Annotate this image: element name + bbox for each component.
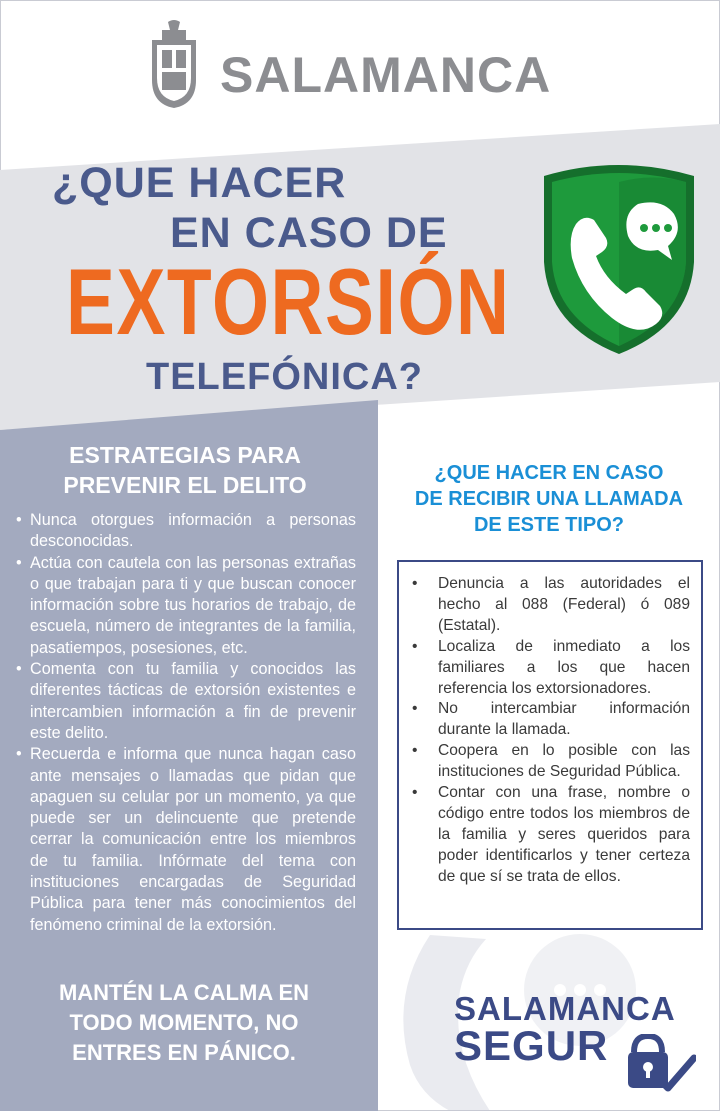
brand-title: SALAMANCA	[220, 47, 552, 103]
list-item: • Denuncia a las autoridades el hecho al 088 (Federal) ó 089 (Estatal).	[410, 574, 690, 637]
hero-line-2: EN CASO DE	[170, 209, 448, 257]
calm-line-1: MANTÉN LA CALMA EN	[58, 980, 310, 1005]
list-item: • Contar con una frase, nombre o código entre todos los miembros de la familia y seres queridos para poder identificarlos y tener certeza de que sí se trata de ellos.	[410, 783, 690, 888]
city-crest-icon	[148, 18, 200, 110]
right-column-title	[384, 460, 714, 538]
list-item: • Recuerda e informa que nunca hagan caso ante mensajes o llamadas que pidan que apaguen su celular por un momento, ya que puede ser un delincuente que pretende cerrar la comunicación entre los miembros de tu familia. Infórmate del tema con instituciones encargadas de Seguridad Pública para tener más conocimientos del fenómeno criminal de la extorsión.	[16, 744, 356, 936]
calm-message	[16, 978, 352, 1068]
right-title-line-2: DE RECIBIR UNA LLAMADA	[414, 488, 684, 510]
logo-line-2: SEGUR	[454, 1022, 609, 1069]
phone-shield-icon	[540, 162, 698, 354]
left-title-line-2: PREVENIR EL DELITO	[63, 472, 307, 498]
left-title-line-1: ESTRATEGIAS PARA	[69, 442, 301, 468]
list-item: • No intercambiar información durante la llamada.	[410, 699, 690, 741]
list-item: • Actúa con cautela con las personas extrañas o que trabajan para ti y que buscan conocer información sobre tus horarios de trabajo, de escuela, número de integrantes de la familia, pasatiempos, posesiones, etc.	[16, 553, 356, 659]
list-item: • Localiza de inmediato a los familiares a los que hacen referencia los extorsionadores.	[410, 637, 690, 700]
list-item: • Nunca otorgues información a personas desconocidas.	[16, 510, 356, 553]
prevention-list	[16, 510, 356, 936]
actions-list	[410, 574, 690, 888]
padlock-check-icon	[626, 1034, 696, 1094]
list-item: • Coopera en lo posible con las instituciones de Seguridad Pública.	[410, 741, 690, 783]
hero-main-word: EXTORSIÓN	[66, 249, 511, 354]
right-title-line-3: DE ESTE TIPO?	[473, 514, 625, 536]
right-title-line-1: ¿QUE HACER EN CASO	[434, 462, 664, 484]
calm-line-2: TODO MOMENTO, NO	[69, 1010, 299, 1035]
logo-line-1: SALAMANCA	[454, 990, 676, 1027]
calm-line-3: ENTRES EN PÁNICO.	[72, 1040, 296, 1065]
hero-line-1: ¿QUE HACER	[52, 159, 347, 207]
salamanca-segura-logo	[448, 990, 708, 1100]
hero-line-4: TELEFÓNICA?	[146, 356, 423, 398]
left-column-title	[20, 440, 350, 500]
list-item: • Comenta con tu familia y conocidos las diferentes tácticas de extorsión existentes e intercambien información a fin de prevenir este delito.	[16, 659, 356, 744]
